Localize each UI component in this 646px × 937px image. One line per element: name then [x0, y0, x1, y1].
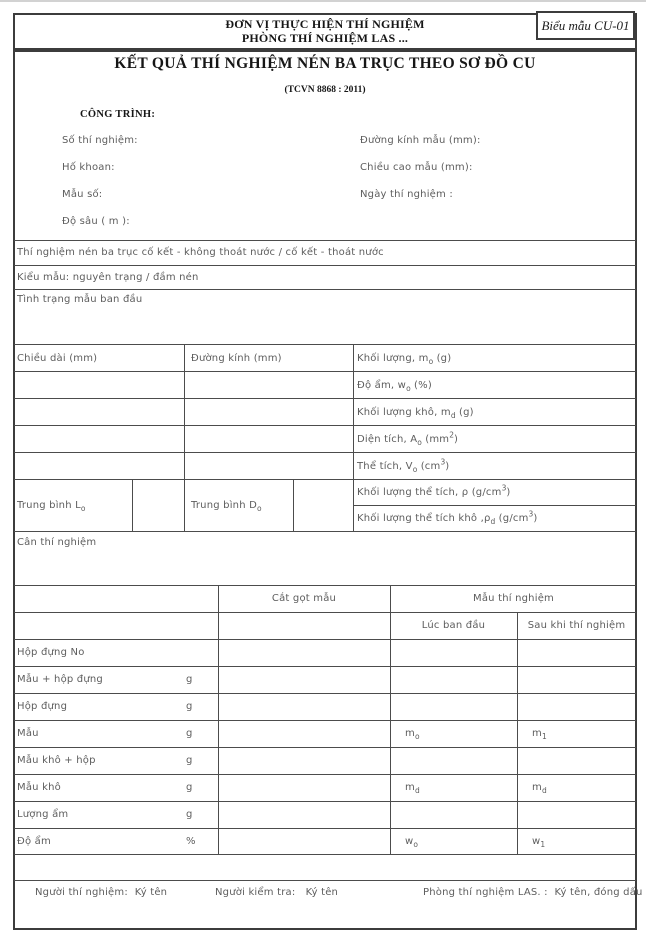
grid-line-h: [14, 398, 636, 399]
row-test-type: Thí nghiệm nén ba trục cố kết - không thoát nước / cố kết - thoát nước: [17, 247, 384, 258]
grid-line-h: [14, 452, 636, 453]
dim-label-density: Khối lượng thể tích, ρ $(g/cm^3)$: [357, 483, 511, 498]
moisture-row-label-water-mass: Lượng ẩm: [17, 809, 69, 820]
moisture-header-after: Sau khi thí nghiệm: [527, 620, 626, 631]
moisture-header-specimen: Mẫu thí nghiệm: [473, 593, 554, 604]
row-sample-kind: Kiểu mẫu: nguyên trạng / đầm nén: [17, 272, 199, 283]
report-title: KẾT QUẢ THÍ NGHIỆM NÉN BA TRỤC THEO SƠ ĐỒ CU: [114, 55, 536, 72]
grid-line-h: [14, 801, 636, 802]
grid-line-h: [14, 585, 636, 586]
grid-line-h: [14, 265, 636, 266]
org-name-line2: PHÒNG THÍ NGHIỆM LAS ...: [241, 31, 409, 45]
col-header-length: Chiều dài (mm): [17, 353, 98, 364]
field-sample-height-label: Chiều cao mẫu (mm):: [360, 162, 473, 173]
grid-line-h: [14, 747, 636, 748]
moisture-cell-sample-after: $m_1$: [532, 728, 547, 741]
moisture-row-label-dry-plus-container: Mẫu khô + hộp: [17, 755, 96, 766]
field-test-date-label: Ngày thí nghiệm :: [360, 189, 453, 200]
field-sample-diameter-label: Đường kính mẫu (mm):: [360, 135, 481, 146]
field-test-number-label: Số thí nghiệm:: [62, 135, 138, 146]
grid-line-v: [390, 585, 391, 854]
moisture-row-label-dry-sample: Mẫu khô: [17, 782, 61, 793]
moisture-row-unit-dry-sample: g: [186, 782, 193, 793]
moisture-row-unit-dry-plus-container: g: [186, 755, 193, 766]
moisture-row-label-sample-plus-container: Mẫu + hộp đựng: [17, 674, 103, 685]
moisture-row-unit-moisture: %: [186, 836, 196, 847]
grid-line-h: [14, 693, 636, 694]
moisture-row-unit-water-mass: g: [186, 809, 193, 820]
grid-line-h: [14, 666, 636, 667]
grid-line-h: [14, 828, 636, 829]
moisture-cell-dry-initial: $m_d$: [405, 782, 420, 795]
grid-line-h: [14, 854, 636, 855]
grid-line-v: [293, 479, 294, 531]
project-label: CÔNG TRÌNH:: [80, 109, 156, 120]
moisture-row-label-container-no: Hộp đựng No: [17, 647, 85, 658]
moisture-row-label-sample: Mẫu: [17, 728, 39, 739]
grid-line-h: [14, 774, 636, 775]
grid-line-h: [14, 880, 636, 881]
grid-line-h: [14, 425, 636, 426]
grid-line-h: [14, 720, 636, 721]
moisture-row-unit-container: g: [186, 701, 193, 712]
grid-line-v: [353, 344, 354, 531]
moisture-cell-moisture-after: $w_1$: [532, 836, 546, 849]
form-code-badge: [536, 11, 635, 40]
avg-diameter-label: Trung bình $D_o$: [191, 500, 262, 513]
moisture-row-label-container: Hộp đựng: [17, 701, 68, 712]
grid-line-h: [14, 240, 636, 241]
moisture-row-unit-sample-plus-container: g: [186, 674, 193, 685]
moisture-cell-sample-initial: $m_o$: [405, 728, 420, 741]
standard-reference: (TCVN 8868 : 2011): [284, 85, 366, 95]
field-sample-number-label: Mẫu số:: [62, 189, 103, 200]
field-borehole-label: Hố khoan:: [62, 162, 115, 173]
moisture-cell-moisture-initial: $w_o$: [405, 836, 418, 849]
grid-line-v: [132, 479, 133, 531]
grid-line-h: [14, 289, 636, 290]
form-code-label: Biểu mẫu CU-01: [541, 17, 630, 33]
footer-checker: Người kiểm tra: Ký tên: [215, 887, 339, 898]
dim-label-dry-mass: Khối lượng khô, $m_d$ (g): [357, 407, 474, 420]
org-name-line1: ĐƠN VỊ THỰC HIỆN THÍ NGHIỆM: [225, 17, 425, 31]
grid-line-h: [14, 612, 636, 613]
grid-line-h: [14, 344, 636, 345]
grid-line-h-partial: [353, 505, 636, 506]
grid-line-v: [218, 585, 219, 854]
moisture-row-label-moisture: Độ ẩm: [17, 836, 51, 847]
grid-line-h: [14, 531, 636, 532]
main-border-box: [13, 52, 637, 930]
dim-label-moisture: Độ ẩm, $w_o$ (%): [357, 380, 432, 393]
grid-line-v: [184, 344, 185, 531]
scale-row-label: Cân thí nghiệm: [17, 537, 97, 548]
footer-lab: Phòng thí nghiệm LAS. : Ký tên, đóng dấu: [423, 887, 643, 898]
moisture-cell-dry-after: $m_d$: [532, 782, 547, 795]
moisture-header-trimming: Cắt gọt mẫu: [271, 593, 337, 604]
dim-label-volume: Thể tích, $V_o$ $(cm^3)$: [357, 457, 450, 474]
footer-tester: Người thí nghiệm: Ký tên: [35, 887, 168, 898]
grid-line-h: [14, 479, 636, 480]
row-initial-condition: Tình trạng mẫu ban đầu: [17, 294, 143, 305]
col-header-diameter: Đường kính (mm): [191, 353, 282, 364]
avg-length-label: Trung bình $L_o$: [17, 500, 86, 513]
dim-label-dry-density: Khối lượng thể tích khô $,\rho_d$ $(g/cm^3)$: [357, 509, 538, 526]
field-depth-label: Độ sâu ( m ):: [62, 216, 130, 227]
dim-label-mass: Khối lượng, $m_o$ (g): [357, 353, 452, 366]
moisture-row-unit-sample: g: [186, 728, 193, 739]
grid-line-v: [517, 612, 518, 854]
grid-line-h: [14, 371, 636, 372]
dim-label-area: Diện tích, $A_o$ $(mm^2)$: [357, 430, 459, 447]
grid-line-h: [14, 639, 636, 640]
moisture-header-initial: Lúc ban đầu: [421, 620, 486, 631]
